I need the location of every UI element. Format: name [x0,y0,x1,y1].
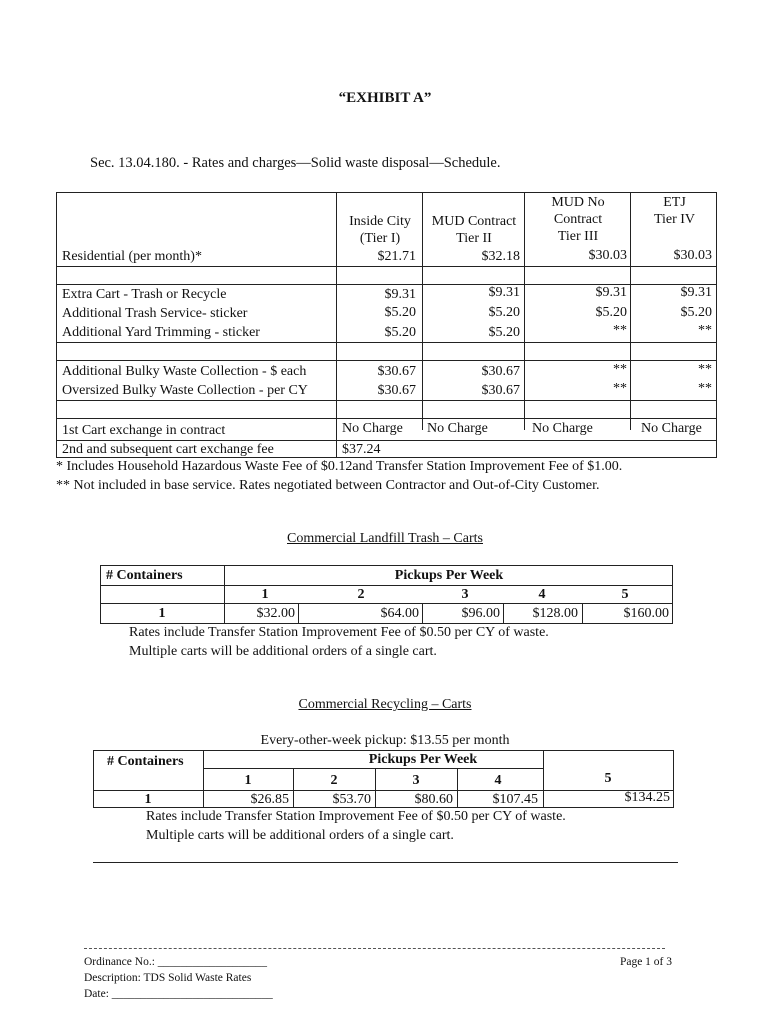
containers-label: # Containers [106,568,183,583]
row-value: $5.20 [384,325,416,340]
row-label: Additional Yard Trimming - sticker [62,325,260,340]
row-value: $30.67 [377,364,416,379]
row-value: $30.03 [673,248,712,263]
footer-date: Date: ____________________________ [84,988,273,1000]
row-value: $30.67 [377,383,416,398]
row-value: ** [698,381,712,396]
pickups-label: Pickups Per Week [368,752,478,767]
row-value: $21.71 [377,249,416,264]
row-value: No Charge [427,421,488,436]
row-value: ** [613,381,627,396]
landfill-heading: Commercial Landfill Trash – Carts [287,531,483,546]
header-etj: ETJ Tier IV [653,195,696,227]
row-value: $30.67 [481,364,520,379]
row-value: No Charge [342,421,403,436]
row-value: $5.20 [488,325,520,340]
recycling-subheading: Every-other-week pickup: $13.55 per month [260,733,510,748]
row-value: $5.20 [595,305,627,320]
row-value: $9.31 [680,285,712,300]
footer-page: Page 1 of 3 [619,956,672,968]
price: $134.25 [624,790,670,805]
price: $32.00 [256,606,295,621]
container-count: 1 [144,792,152,807]
pickups-count: 2 [357,587,365,602]
containers-label: # Containers [107,754,184,769]
price: $128.00 [532,606,578,621]
row-value: ** [613,323,627,338]
pickups-count: 1 [244,773,252,788]
row-label: Extra Cart - Trash or Recycle [62,287,227,302]
recycling-heading: Commercial Recycling – Carts [298,697,472,712]
row-value: $5.20 [680,305,712,320]
row-value: $5.20 [384,305,416,320]
footer-divider [84,948,665,949]
row-label: Additional Bulky Waste Collection - $ each [62,364,307,379]
pickups-count: 4 [538,587,546,602]
price: $26.85 [250,792,289,807]
row-value: ** [698,323,712,338]
price: $160.00 [623,606,669,621]
row-value: No Charge [532,421,593,436]
row-value: $32.18 [481,249,520,264]
footnote: * Includes Household Hazardous Waste Fee of $0.12and Transfer Station Improvement Fee of $1.00. [56,459,623,474]
row-label: 1st Cart exchange in contract [62,423,226,438]
section-heading: Sec. 13.04.180. - Rates and charges—Solid waste disposal—Schedule. [90,155,501,171]
pickups-label: Pickups Per Week [394,568,504,583]
price: $107.45 [492,792,538,807]
header-mud-contract: MUD Contract Tier II [431,214,517,246]
landfill-note: Rates include Transfer Station Improvement Fee of $0.50 per CY of waste. [129,625,549,640]
row-label: 2nd and subsequent cart exchange fee [62,442,274,457]
pickups-count: 2 [330,773,338,788]
row-value: $9.31 [384,287,416,302]
pickups-count: 5 [621,587,629,602]
row-value: ** [613,362,627,377]
row-value: $30.03 [588,248,627,263]
recycling-note: Rates include Transfer Station Improvement Fee of $0.50 per CY of waste. [146,809,566,824]
row-label: Additional Trash Service- sticker [62,306,248,321]
landfill-note: Multiple carts will be additional orders of a single cart. [129,644,437,659]
row-value: $5.20 [488,305,520,320]
row-value: $37.24 [342,442,381,457]
page-title: “EXHIBIT A” [338,90,432,106]
price: $96.00 [461,606,500,621]
row-value: $9.31 [488,285,520,300]
footer-ordinance: Ordinance No.: ___________________ [84,956,268,968]
price: $64.00 [380,606,419,621]
row-value: No Charge [641,421,702,436]
row-label: Oversized Bulky Waste Collection - per CY [62,383,308,398]
row-label: Residential (per month)* [62,249,202,264]
row-value: $9.31 [595,285,627,300]
pickups-count: 5 [604,771,612,786]
recycling-table [93,750,674,808]
header-mud-no-contract: MUD No Contract Tier III [551,195,605,244]
price: $80.60 [414,792,453,807]
container-count: 1 [158,606,166,621]
row-value: ** [698,362,712,377]
recycling-note: Multiple carts will be additional orders of a single cart. [146,828,454,843]
footnote: ** Not included in base service. Rates negotiated between Contractor and Out-of-City Customer. [56,478,600,493]
pickups-count: 1 [261,587,269,602]
pickups-count: 3 [461,587,469,602]
pickups-count: 4 [494,773,502,788]
price: $53.70 [332,792,371,807]
row-value: $30.67 [481,383,520,398]
section-divider [93,862,678,863]
header-inside-city: Inside City (Tier I) [349,214,411,246]
pickups-count: 3 [412,773,420,788]
rates-table [56,192,717,458]
footer-description: Description: TDS Solid Waste Rates [84,972,252,984]
landfill-table [100,565,673,624]
